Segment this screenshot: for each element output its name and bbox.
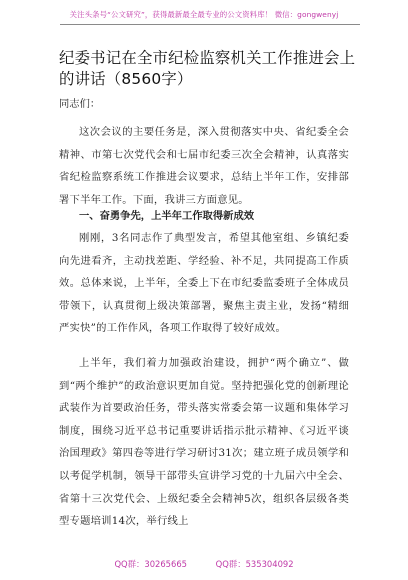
paragraph-2: 刚刚，3名同志作了典型发言，希望其他室组、乡镇纪委向先进看齐，主动找差距、学经验、补不足，共同提高工作质效。总体来说，上半年，全委上下在市纪委监委班子全体成员带领下，认真贯彻上级决策部署，聚焦主责主业，发扬“精细严实快”的工作作风，各项工作取得了较好成效。 bbox=[59, 232, 349, 335]
paragraph-3: 上半年，我们着力加强政治建设，拥护“两个确立”、做到“两个维护”的政治意识更加自觉。坚持把强化党的创新理论武装作为首要政治任务，带头落实常委会第一议题和集体学习制度，围绕习近平总书记重要讲话指示批示精神、《习近平谈治国理政》第四卷等进行学习研讨31次；建立班子成员领学和以考促学机制，领导干部带头宣讲学习党的十九届六中全会、省第十三次党代会、上级纪委全会精神5次，组织各层级各类型专题培训14次，举行线上 bbox=[59, 357, 349, 528]
footer-watermark bbox=[0, 558, 408, 570]
section-heading-1: 一、奋勇争先，上半年工作取得新成效 bbox=[79, 210, 255, 222]
document-title: 纪委书记在全市纪检监察机关工作推进会上的讲话（8560字） bbox=[59, 49, 356, 88]
salutation: 同志们： bbox=[59, 98, 101, 110]
header-divider bbox=[60, 24, 360, 25]
header-watermark-banner: 关注头条号“公文研究”，获得最新最全最专业的公文资料库！ 微信：gongwenyj bbox=[69, 10, 339, 19]
footer-qq-group-1: QQ群：30265665 bbox=[114, 559, 187, 569]
paragraph-intro: 这次会议的主要任务是，深入贯彻落实中央、省纪委全会精神、市第七次党代会和七届市纪委三次全会精神，认真落实省纪检监察系统工作推进会议要求，总结上半年工作，安排部署下半年工作。下面，我讲三方面意见。 bbox=[59, 126, 349, 206]
footer-qq-group-2: QQ群：535304092 bbox=[215, 559, 294, 569]
